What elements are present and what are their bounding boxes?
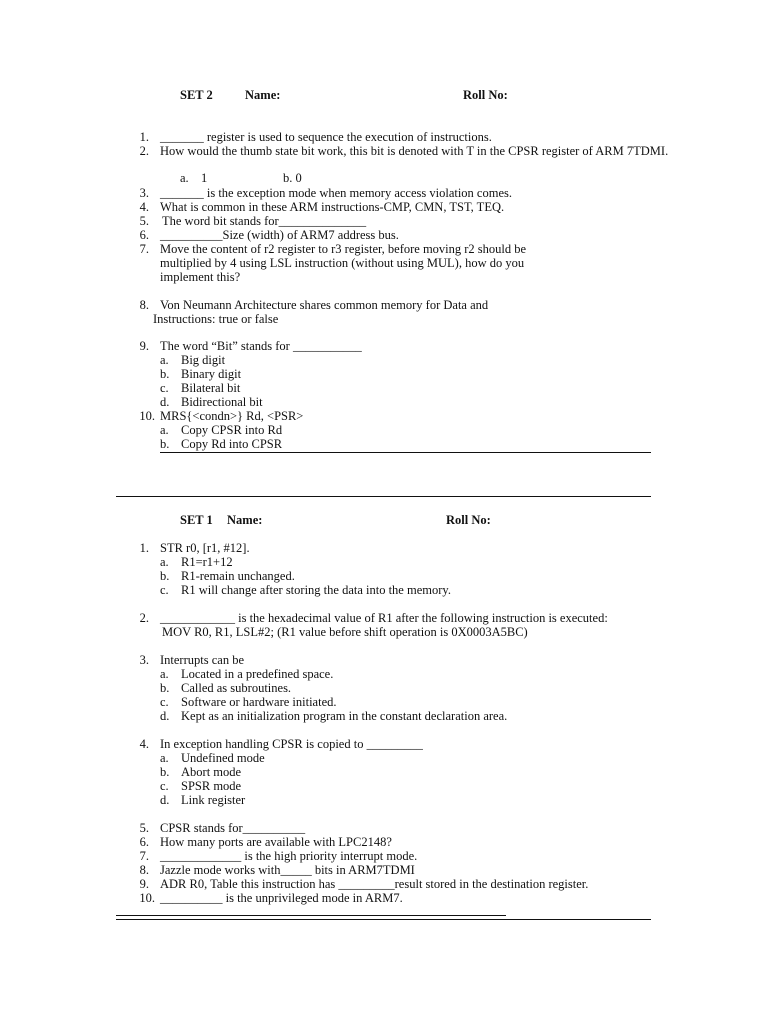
set2-q5-text: The word bit stands for______________ [162,214,367,228]
set2-q2-text: How would the thumb state bit work, this bit is denoted with T in the CPSR register of ARM 7TDMI. [160,144,669,158]
set2-q2-option-a-text: 1 [201,171,208,185]
set2-q9-option-d-label: d. [160,395,170,409]
set2-q9-number: 9. [139,339,149,353]
set1-q1-text: STR r0, [r1, #12]. [160,541,250,555]
set2-q4-number: 4. [139,200,149,214]
set1-q4-text: In exception handling CPSR is copied to _________ [160,737,423,751]
set2-q6-text: __________Size (width) of ARM7 address bus. [160,228,399,242]
set2-q10-option-b-text: Copy Rd into CPSR [181,437,283,451]
set1-q1-option-a-label: a. [160,555,169,569]
section-divider [116,496,651,497]
set1-q4-option-d-label: d. [160,793,170,807]
set1-q1-option-b-label: b. [160,569,170,583]
set2-q10-number: 10. [139,409,155,423]
set1-q8-number: 8. [139,863,149,877]
set1-q3-number: 3. [139,653,149,667]
set2-end-rule [160,452,651,453]
set1-set-label: SET 1 [180,513,213,527]
set2-q9-option-a-text: Big digit [181,353,226,367]
set2-q9-option-b-text: Binary digit [181,367,242,381]
set2-q7-line3: implement this? [160,270,241,284]
set2-q10-option-b-label: b. [160,437,170,451]
set1-q3-option-a-label: a. [160,667,169,681]
set1-q7-number: 7. [139,849,149,863]
set1-q1-option-a-text: R1=r1+12 [181,555,233,569]
set1-q4-option-c-label: c. [160,779,169,793]
set1-q2-number: 2. [139,611,149,625]
set1-name-label: Name: [227,513,263,527]
set1-q3-option-b-text: Called as subroutines. [181,681,292,695]
set2-q6-number: 6. [139,228,149,242]
set2-q2-option-b: b. 0 [283,171,302,185]
set2-q2-number: 2. [139,144,149,158]
set1-q5-text: CPSR stands for__________ [160,821,306,835]
set2-q9-option-d-text: Bidirectional bit [181,395,263,409]
set2-set-label: SET 2 [180,88,213,102]
set1-answer-rule [116,915,506,916]
set2-q7-line2: multiplied by 4 using LSL instruction (without using MUL), how do you [160,256,525,270]
set1-q10-text: __________ is the unprivileged mode in ARM7. [160,891,403,905]
set2-q9-option-a-label: a. [160,353,169,367]
set1-q6-number: 6. [139,835,149,849]
set2-roll-label: Roll No: [463,88,508,102]
set1-end-rule [116,919,651,920]
set2-q3-number: 3. [139,186,149,200]
set2-q8-number: 8. [139,298,149,312]
set1-q4-option-d-text: Link register [181,793,246,807]
set1-q3-option-c-label: c. [160,695,169,709]
set1-q4-option-a-label: a. [160,751,169,765]
set1-q4-number: 4. [139,737,149,751]
set2-q9-text: The word “Bit” stands for ___________ [160,339,362,353]
set1-q10-number: 10. [139,891,155,905]
set2-q8-line2: Instructions: true or false [153,312,279,326]
set1-q2-line2: MOV R0, R1, LSL#2; (R1 value before shift operation is 0X0003A5BC) [162,625,528,639]
set1-q9-text: ADR R0, Table this instruction has _________result stored in the destination register. [160,877,589,891]
set2-q7-number: 7. [139,242,149,256]
set1-q1-option-c-label: c. [160,583,169,597]
set1-q1-option-c-text: R1 will change after storing the data into the memory. [181,583,451,597]
set2-q9-option-b-label: b. [160,367,170,381]
set2-q10-option-a-label: a. [160,423,169,437]
set2-q9-option-c-text: Bilateral bit [181,381,241,395]
set1-q8-text: Jazzle mode works with_____ bits in ARM7TDMI [160,863,415,877]
set2-q7-line1: Move the content of r2 register to r3 register, before moving r2 should be [160,242,527,256]
set1-q1-number: 1. [139,541,149,555]
set1-q3-option-d-text: Kept as an initialization program in the constant declaration area. [181,709,508,723]
set1-roll-label: Roll No: [446,513,491,527]
set1-q3-option-c-text: Software or hardware initiated. [181,695,337,709]
set2-q2-option-a-label: a. [180,171,189,185]
set1-q4-option-b-text: Abort mode [181,765,242,779]
set1-q3-option-a-text: Located in a predefined space. [181,667,334,681]
set1-q4-option-a-text: Undefined mode [181,751,265,765]
set2-q9-option-c-label: c. [160,381,169,395]
set2-q10-option-a-text: Copy CPSR into Rd [181,423,283,437]
set1-q9-number: 9. [139,877,149,891]
set1-q5-number: 5. [139,821,149,835]
set2-q1-text: _______ register is used to sequence the execution of instructions. [160,130,492,144]
set1-q4-option-b-label: b. [160,765,170,779]
set1-q7-text: _____________ is the high priority interrupt mode. [160,849,418,863]
set2-q5-number: 5. [139,214,149,228]
set2-q10-text: MRS{<condn>} Rd, <PSR> [160,409,304,423]
set1-q3-option-b-label: b. [160,681,170,695]
set1-q1-option-b-text: R1-remain unchanged. [181,569,295,583]
set2-q3-text: _______ is the exception mode when memory access violation comes. [160,186,512,200]
set1-q2-line1: ____________ is the hexadecimal value of R1 after the following instruction is executed: [160,611,608,625]
set1-q4-option-c-text: SPSR mode [181,779,242,793]
set1-q3-text: Interrupts can be [160,653,244,667]
set2-q4-text: What is common in these ARM instructions-CMP, CMN, TST, TEQ. [160,200,505,214]
set1-q3-option-d-label: d. [160,709,170,723]
set2-q1-number: 1. [139,130,149,144]
set2-q8-line1: Von Neumann Architecture shares common memory for Data and [160,298,489,312]
set1-q6-text: How many ports are available with LPC2148? [160,835,392,849]
set2-name-label: Name: [245,88,281,102]
